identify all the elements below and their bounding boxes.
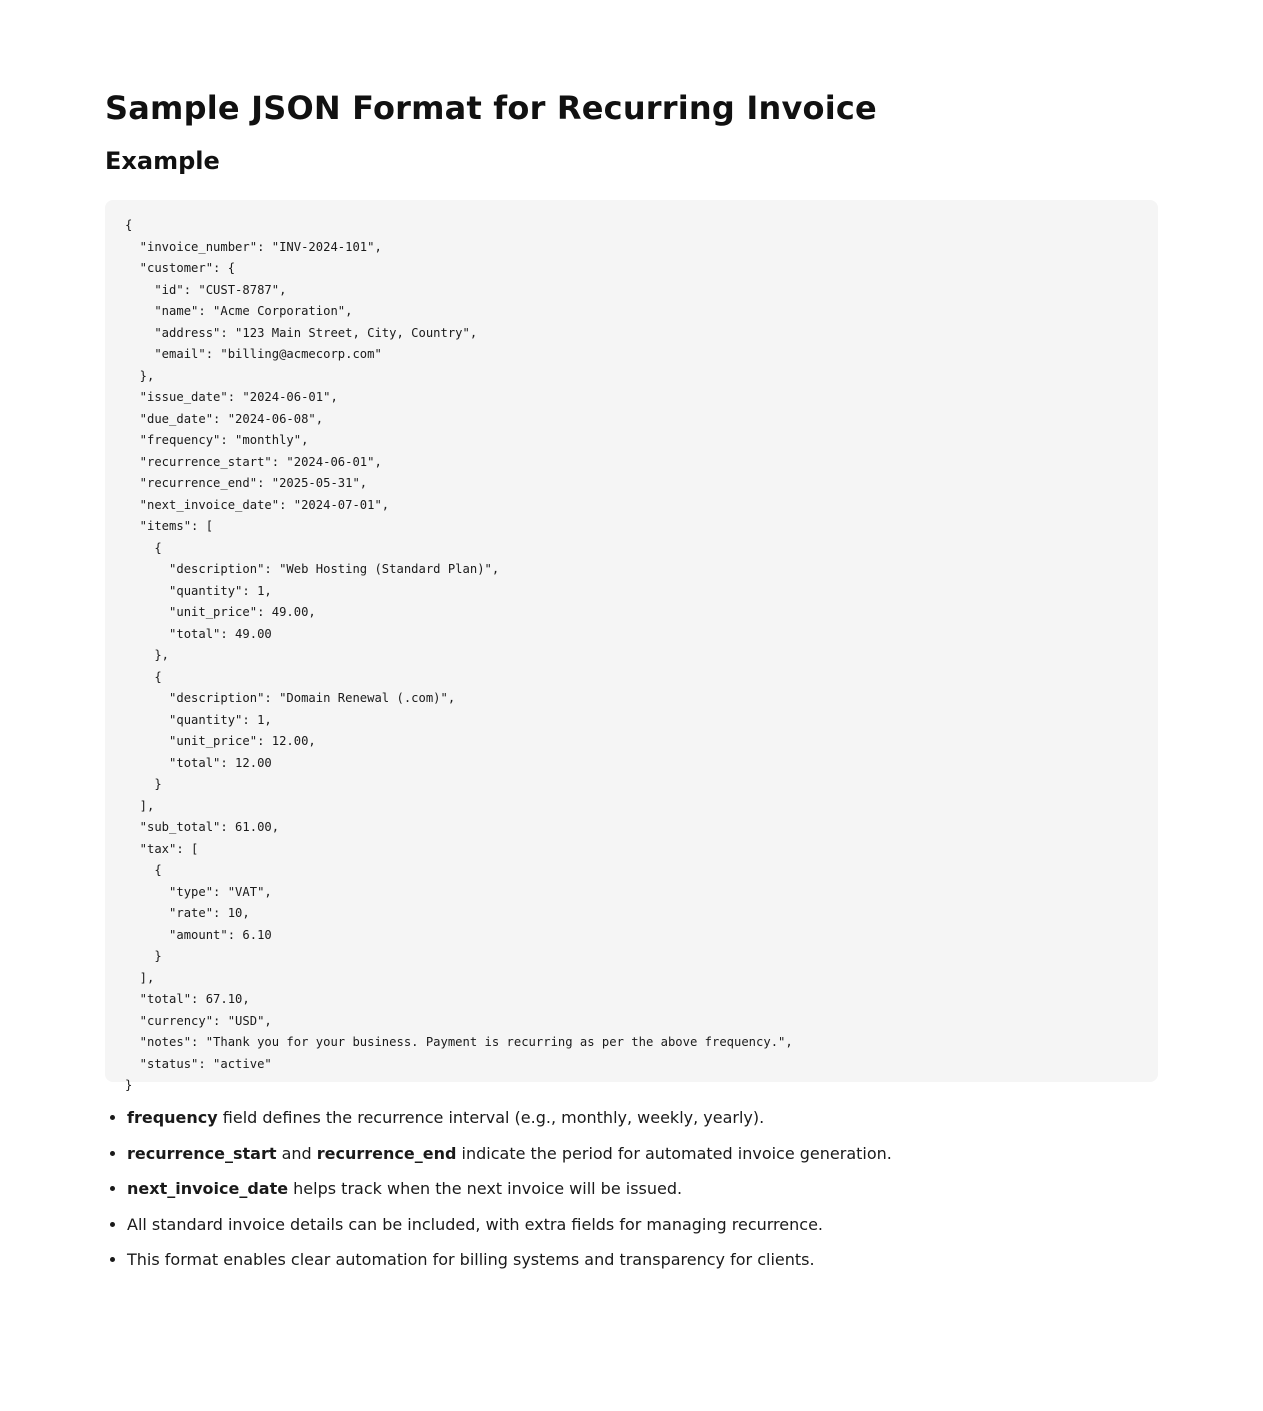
field-name: recurrence_end [316, 1143, 457, 1163]
field-name: recurrence_start [127, 1143, 277, 1163]
list-item-text: indicate the period for automated invoice generation. [456, 1143, 892, 1163]
section-heading-example: Example [105, 147, 220, 175]
list-item [127, 1213, 1158, 1237]
page-title: Sample JSON Format for Recurring Invoice [105, 89, 877, 127]
notes-list [105, 1106, 1158, 1272]
document-page [105, 86, 1158, 1292]
json-code: { "invoice_number": "INV-2024-101", "customer": { "id": "CUST-8787", "name": "Acme Corporation", "address": "123 Main Street, City, Country", "email": "billing@acmecorp.com" }, "issue_date": "2024-06-01", "due_date": "2024-06-08", "frequency": "monthly", "recurrence_start": "2024-06-01", "recurrence_end": "2025-05-31", "next_invoice_date": "2024-07-01", "items": [ { "description": "Web Hosting (Standard Plan)", "quantity": 1, "unit_price": 49.00, "total": 49.00 }, { "description": "Domain Renewal (.com)", "quantity": 1, "unit_price": 12.00, "total": 12.00 } ], "sub_total": 61.00, "tax": [ { "type": "VAT", "rate": 10, "amount": 6.10 } ], "total": 67.10, "currency": "USD", "notes": "Thank you for your business. Payment is recurring as per the above frequency.", "status": "active" } [125, 218, 793, 1092]
field-name: next_invoice_date [127, 1179, 289, 1198]
list-item-text: and [276, 1143, 317, 1163]
list-item [127, 1142, 1158, 1166]
list-item-text: All standard invoice details can be included, with extra fields for managing recurrence. [127, 1214, 823, 1234]
field-name: frequency [127, 1108, 218, 1127]
json-code-block [105, 200, 1158, 1092]
notes-region [105, 1106, 1158, 1292]
list-item [127, 1177, 1158, 1201]
list-item-text: field defines the recurrence interval (e.g., monthly, weekly, yearly). [217, 1108, 765, 1127]
list-item [127, 1248, 1158, 1272]
list-item [127, 1106, 1158, 1130]
list-item-text: helps track when the next invoice will be issued. [288, 1179, 683, 1198]
list-item-text: This format enables clear automation for billing systems and transparency for clients. [127, 1250, 815, 1269]
